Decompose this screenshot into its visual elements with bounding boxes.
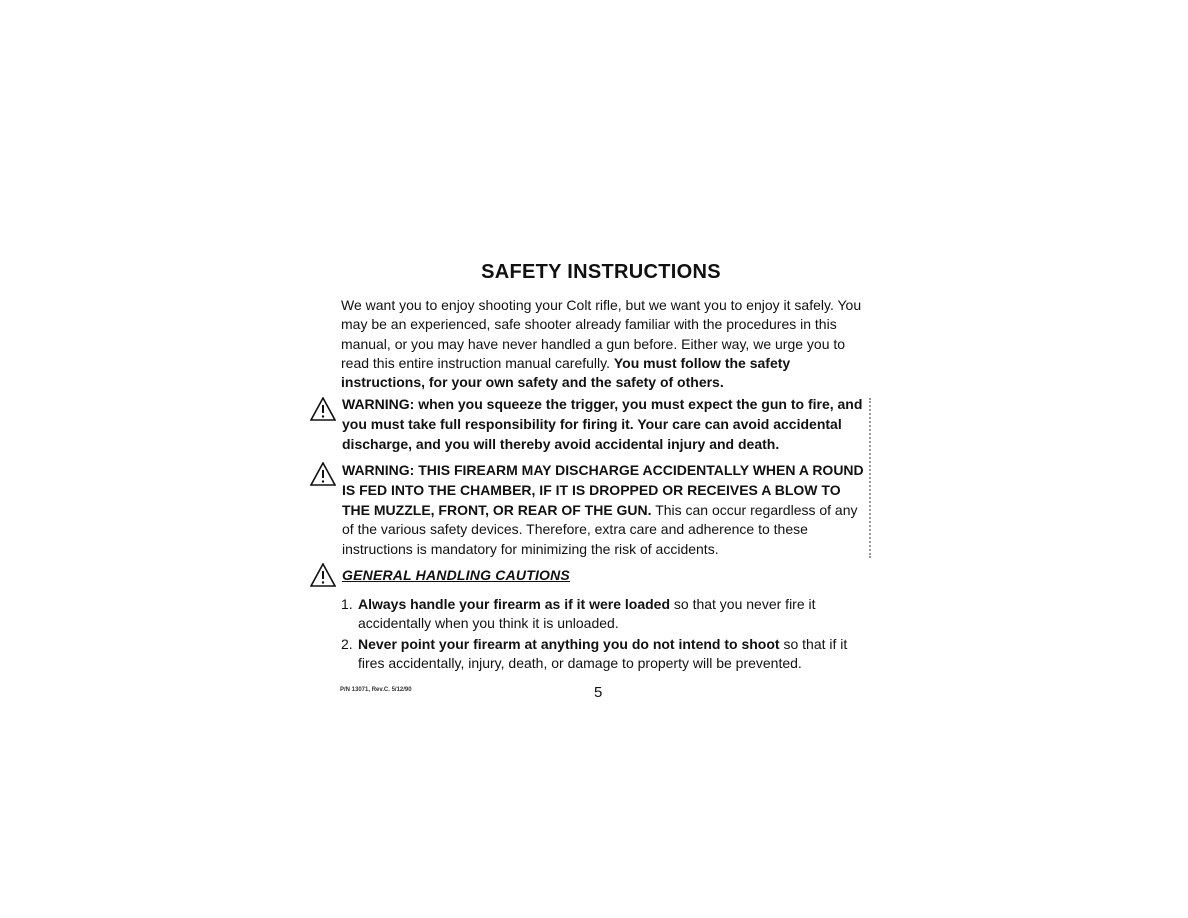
- list-item-bold: Never point your firearm at anything you do not intend to shoot: [358, 635, 780, 652]
- warning-discharge-text: [342, 461, 872, 560]
- list-item-number: 1.: [341, 596, 353, 612]
- general-handling-heading: GENERAL HANDLING CAUTIONS: [342, 567, 570, 583]
- warning-discharge-caps: WARNING: THIS FIREARM MAY DISCHARGE ACCIDENTALLY WHEN A ROUND IS FED INTO THE CHAMBER, IF IT IS DROPPED OR RECEIVES A BLOW TO THE MUZZLE, FRONT, OR REAR OF THE GUN.: [342, 462, 864, 518]
- intro-paragraph: [341, 296, 866, 392]
- list-item-number: 2.: [341, 635, 353, 652]
- list-item-regular: so that you never fire it accidentally when you think it is unloaded.: [358, 596, 816, 632]
- scan-dotted-edge: [866, 398, 871, 558]
- page-number: 5: [594, 684, 603, 701]
- warning-trigger-text: WARNING: when you squeeze the trigger, you must expect the gun to fire, and you must take full responsibility for firing it. Your care can avoid accidental discharge, and you will thereby avoid accidental injury and death.: [342, 396, 863, 452]
- list-item-bold: Always handle your firearm as if it were loaded: [358, 596, 670, 612]
- footer-part-number: P/N 13071, Rev.C. 5/12/90: [340, 687, 412, 693]
- general-handling-heading-row: [310, 563, 870, 589]
- list-item: [341, 635, 866, 674]
- warning-triangle-icon: [310, 462, 336, 486]
- intro-regular-text: We want you to enjoy shooting your Colt rifle, but we want you to enjoy it safely. You may be an experienced, safe shooter already familiar with the procedures in this manual, or you may have never handled a gun before. Either way, we urge you to read this entire instruction manual carefully.: [341, 297, 862, 371]
- intro-bold-text: You must follow the safety instructions, for your own safety and the safety of others.: [341, 354, 791, 391]
- list-item-regular: so that if it fires accidentally, injury, death, or damage to property will be prevented.: [358, 635, 848, 671]
- page-title: SAFETY INSTRUCTIONS: [481, 261, 721, 283]
- list-item: [341, 595, 866, 634]
- warning-triangle-icon: [310, 563, 336, 587]
- warning-discharge-regular: This can occur regardless of any of the various safety devices. Therefore, extra care and adherence to these instructions is mandatory for minimizing the risk of accidents.: [342, 501, 858, 558]
- cautions-list: [341, 595, 866, 674]
- warning-triangle-icon: [310, 397, 336, 421]
